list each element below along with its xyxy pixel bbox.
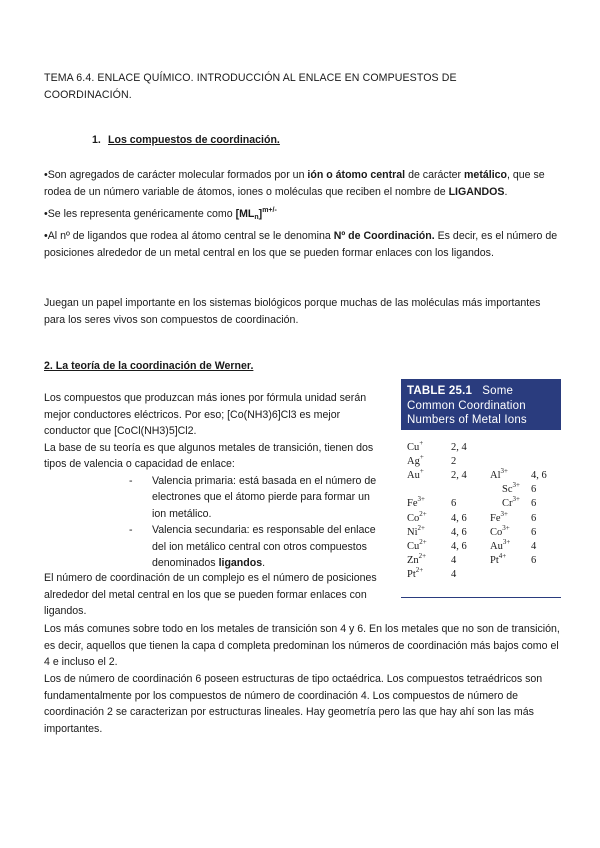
ion-charge: 2+ xyxy=(419,537,427,546)
text-run: Valencia primaria: está basada en el número de electrones que el átomo pierde para formar un ion metálico. xyxy=(152,474,377,520)
paragraph-coordination-number xyxy=(44,228,562,261)
generic-formula xyxy=(236,208,277,220)
ion-charge: 3+ xyxy=(512,481,520,490)
table-coordination-number-right: 6 xyxy=(531,526,537,538)
ion-symbol: Cu xyxy=(407,540,420,552)
list-item-primary-valence xyxy=(129,473,384,523)
bold-metallic: metálico xyxy=(464,169,507,181)
table-coordination-number-left: 2, 4 xyxy=(451,442,467,453)
bold-central-ion: ión o átomo central xyxy=(307,169,406,181)
list-item-secondary-valence xyxy=(129,522,384,572)
ion-symbol: Ni xyxy=(407,526,418,538)
paragraph-common-numbers: Los más comunes sobre todo en los metales de transición son 4 y 6. En los metales que no son de transición, es decir, aquellos que tienen la capa d completa predominan los números de coordinación más bajos como el 4 e incluso el 2. xyxy=(44,623,560,668)
ion-symbol: Cu xyxy=(407,442,420,453)
ion-symbol: Au xyxy=(490,540,503,552)
dash-marker: - xyxy=(129,524,133,536)
ion-charge: + xyxy=(419,453,424,462)
formula-bracket: ] xyxy=(258,208,263,220)
document-title: TEMA 6.4. ENLACE QUÍMICO. INTRODUCCIÓN AL ENLACE EN COMPUESTOS DE COORDINACIÓN. xyxy=(44,72,457,101)
paragraph-theory-base: La base de su teoría es que algunos metales de transición, tienen dos tipos de valencia o capacidad de enlace: xyxy=(44,441,374,470)
formula-main: [ML xyxy=(235,208,255,220)
text-run: de carácter xyxy=(405,169,465,181)
table-coordination-number-left: 4, 6 xyxy=(451,512,467,524)
paragraph-conductors: Los compuestos que produzcan más iones por fórmula unidad serán mejor conductores eléctricos. Por eso; [Co(NH3)6]Cl3 es mejor conductor que [CoCl(NH3)5]Cl2. xyxy=(44,392,367,437)
ion-charge: 2+ xyxy=(419,509,427,518)
table-coordination-number-left: 4, 6 xyxy=(451,526,467,538)
table-coordination-number-right: 6 xyxy=(531,484,537,496)
table-label: TABLE 25.1 xyxy=(407,385,473,397)
dash-marker: - xyxy=(129,474,133,487)
text-run: •Al nº de ligandos que rodea al átomo central se le denomina xyxy=(44,230,334,242)
ion-charge: + xyxy=(419,467,424,476)
table-title-rest: Some xyxy=(482,385,514,397)
valence-list xyxy=(44,473,384,572)
table-body xyxy=(401,430,561,598)
table-title-line-1 xyxy=(407,384,561,399)
ion-charge: 3+ xyxy=(512,495,520,504)
ion-charge: 2+ xyxy=(415,565,424,574)
ion-symbol: Sc xyxy=(502,484,513,496)
table-header xyxy=(401,379,561,430)
table-title-line-2: Common Coordination xyxy=(407,399,526,412)
table-ion-left xyxy=(407,468,424,485)
ion-charge: 3+ xyxy=(500,509,508,518)
werner-theory-block xyxy=(44,390,384,572)
section-1-number: 1. xyxy=(92,134,101,146)
text-run: . xyxy=(262,557,266,569)
ion-symbol: Cr xyxy=(502,498,513,510)
table-coordination-number-left: 4, 6 xyxy=(451,540,467,552)
section-1-heading-text: Los compuestos de coordinación. xyxy=(108,134,280,146)
table-coordination-number-right: 6 xyxy=(531,498,537,510)
paragraph-biological: Juegan un papel importante en los sistemas biológicos porque muchas de las moléculas más importantes para los seres vivos son compuestos de coordinación. xyxy=(44,297,541,326)
table-coordination-number-left: 2 xyxy=(451,456,457,468)
paragraph-coordination-definition: El número de coordinación de un complejo es el número de posiciones alrededor del metal central en los que se pueden formar enlaces con ligandos. xyxy=(44,572,377,617)
table-coordination-number-right: 4 xyxy=(531,540,537,552)
formula-superscript: m+/- xyxy=(262,207,277,214)
ion-symbol: Fe xyxy=(407,498,418,510)
ion-symbol: Al xyxy=(490,470,501,482)
ion-charge: + xyxy=(419,439,424,447)
ion-charge: 4+ xyxy=(498,551,507,560)
section-2-heading: 2. La teoría de la coordinación de Werner. xyxy=(44,360,254,372)
table-ion-left xyxy=(407,567,423,584)
ion-charge: 3+ xyxy=(417,495,425,504)
table-coordination-number-left: 4 xyxy=(451,568,457,580)
paragraph-definition xyxy=(44,167,562,200)
table-coordination-number-right: 4, 6 xyxy=(531,470,547,482)
ion-charge: 3+ xyxy=(502,523,510,532)
section-1-heading xyxy=(92,132,280,149)
ion-symbol: Zn xyxy=(407,554,419,566)
bold-ligandos: ligandos xyxy=(218,557,263,569)
bold-ligands: LIGANDOS xyxy=(448,185,505,198)
formula-subscript: n xyxy=(254,214,259,221)
ion-symbol: Co xyxy=(407,512,420,524)
ion-symbol: Pt xyxy=(407,568,416,580)
ion-symbol: Pt xyxy=(490,554,499,566)
paragraph-representation xyxy=(44,206,562,223)
text-run: •Son agregados de carácter molecular formados por un xyxy=(44,169,308,181)
ion-symbol: Au xyxy=(407,470,420,482)
table-coordination-number-right: 6 xyxy=(531,554,537,566)
table-coordination-number-left: 4 xyxy=(451,554,457,566)
table-ion-right xyxy=(490,553,506,570)
table-coordination-number-right: 6 xyxy=(531,512,537,524)
ion-charge: 2+ xyxy=(417,523,425,532)
coordination-numbers-table xyxy=(401,379,561,597)
table-title-line-3: Numbers of Metal Ions xyxy=(407,414,527,426)
ion-charge: 2+ xyxy=(418,551,427,560)
text-run: . xyxy=(504,185,508,198)
ion-symbol: Fe xyxy=(490,512,501,524)
ion-charge: 3+ xyxy=(500,467,508,476)
bold-coordination-number: Nº de Coordinación. xyxy=(333,230,435,242)
paragraph-geometries: Los de número de coordinación 6 poseen estructuras de tipo octaédrica. Los compuestos tetraédricos son fundamentalmente por los compuestos de número de coordinación 4. Los compuestos de número de coordinación 2 se caracterizan por estructuras lineales. Hay geometría pero las que hay ahí son las más importantes. xyxy=(44,673,543,735)
text-run: Es decir, es el número de posiciones alrededor de un metal central en los que se pueden formar enlaces con los ligandos. xyxy=(44,230,558,259)
text-run: •Se les representa genéricamente como xyxy=(44,208,236,220)
ion-charge: 3+ xyxy=(502,537,511,546)
table-coordination-number-left: 6 xyxy=(451,498,457,510)
text-run: Valencia secundaria: es responsable del enlace del ion metálico central con otros compuestos denominados xyxy=(152,524,376,569)
table-coordination-number-left: 2, 4 xyxy=(451,470,467,482)
text-run: , que se rodea de un número variable de átomos, iones o moléculas que reciben el nombre de xyxy=(44,169,545,198)
ion-symbol: Co xyxy=(490,526,503,538)
ion-symbol: Ag xyxy=(407,456,420,468)
